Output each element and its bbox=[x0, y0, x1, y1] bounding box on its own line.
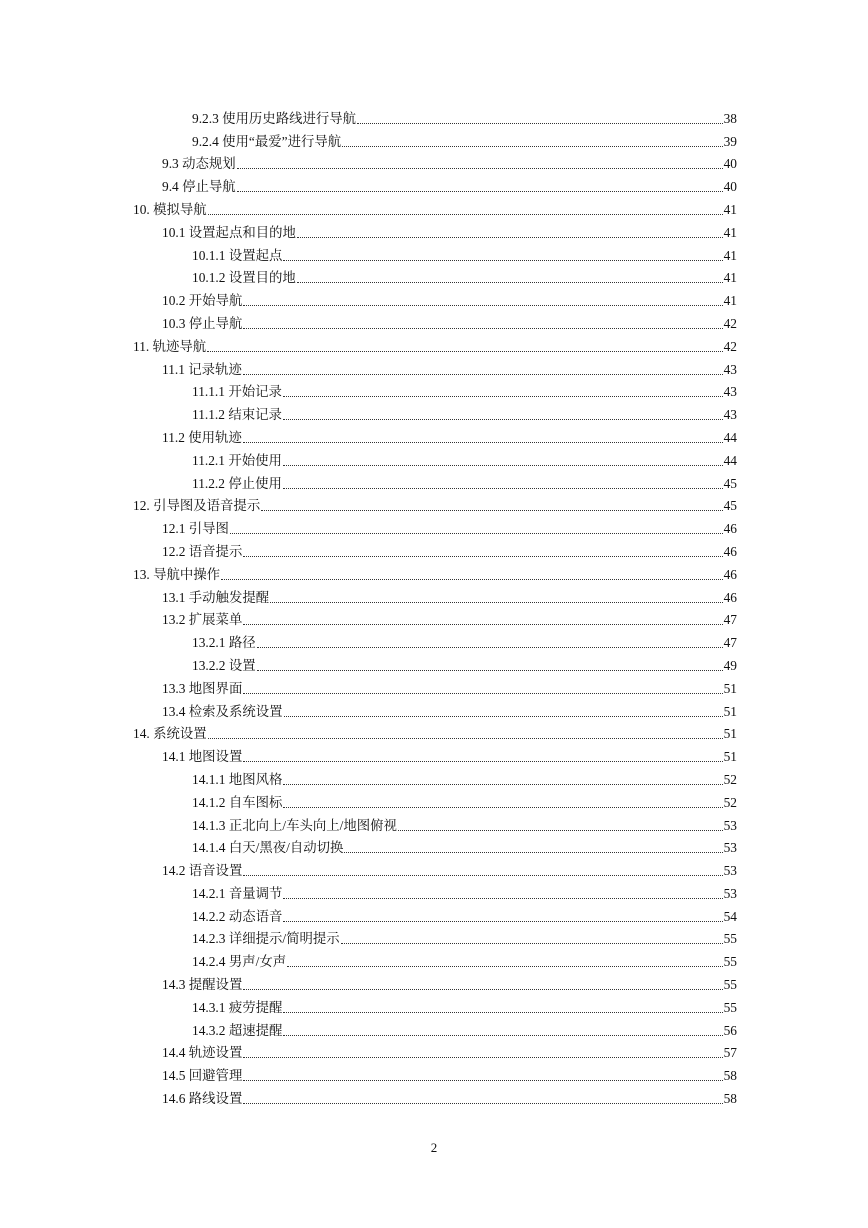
toc-entry-page: 46 bbox=[723, 566, 737, 582]
toc-entry[interactable] bbox=[0, 537, 868, 560]
toc-entry-title: 9.2.4 使用“最爱”进行导航 bbox=[192, 133, 342, 149]
toc-entry-page: 51 bbox=[723, 703, 737, 719]
toc-entry[interactable] bbox=[0, 560, 868, 583]
toc-entry-page: 49 bbox=[723, 657, 737, 673]
toc-entry-title: 13.4 检索及系统设置 bbox=[162, 703, 283, 719]
toc-dot-leader bbox=[243, 760, 722, 762]
toc-entry-title: 12.2 语音提示 bbox=[162, 543, 243, 559]
toc-dot-leader bbox=[283, 806, 722, 808]
toc-entry-title: 14.3.2 超速提醒 bbox=[192, 1022, 283, 1038]
toc-entry-title: 14.5 回避管理 bbox=[162, 1068, 243, 1084]
toc-entry-page: 43 bbox=[723, 407, 737, 423]
toc-entry-title: 11.1 记录轨迹 bbox=[162, 361, 242, 377]
toc-entry-page: 53 bbox=[723, 885, 737, 901]
toc-entry-page: 58 bbox=[723, 1091, 737, 1107]
toc-entry[interactable] bbox=[0, 1061, 868, 1084]
toc-entry[interactable] bbox=[0, 423, 868, 446]
toc-entry-page: 51 bbox=[723, 726, 737, 742]
toc-entry-title: 11. 轨迹导航 bbox=[133, 338, 207, 354]
toc-entry-page: 41 bbox=[723, 247, 737, 263]
toc-dot-leader bbox=[243, 373, 723, 375]
toc-entry-title: 10. 模拟导航 bbox=[133, 201, 207, 217]
toc-entry[interactable] bbox=[0, 628, 868, 651]
toc-entry[interactable] bbox=[0, 309, 868, 332]
toc-entry[interactable] bbox=[0, 925, 868, 948]
toc-dot-leader bbox=[283, 259, 722, 261]
toc-dot-leader bbox=[284, 715, 723, 717]
toc-dot-leader bbox=[243, 623, 722, 625]
toc-entry-title: 13.2.1 路径 bbox=[192, 635, 256, 651]
table-of-contents bbox=[0, 104, 868, 1107]
toc-entry-title: 14.1.1 地图风格 bbox=[192, 771, 283, 787]
toc-dot-leader bbox=[261, 509, 722, 511]
toc-dot-leader bbox=[243, 1079, 722, 1081]
toc-entry-title: 14.2.4 男声/女声 bbox=[192, 954, 287, 970]
toc-entry-title: 10.1 设置起点和目的地 bbox=[162, 224, 296, 240]
toc-entry-page: 47 bbox=[723, 612, 737, 628]
toc-entry[interactable] bbox=[0, 834, 868, 857]
toc-entry[interactable] bbox=[0, 172, 868, 195]
toc-dot-leader bbox=[297, 236, 723, 238]
toc-entry-page: 40 bbox=[723, 179, 737, 195]
toc-dot-leader bbox=[243, 874, 722, 876]
toc-entry[interactable] bbox=[0, 993, 868, 1016]
toc-entry[interactable] bbox=[0, 400, 868, 423]
toc-entry-page: 53 bbox=[723, 817, 737, 833]
toc-entry-title: 10.1.1 设置起点 bbox=[192, 247, 283, 263]
toc-entry-page: 46 bbox=[723, 589, 737, 605]
toc-entry-title: 9.4 停止导航 bbox=[162, 179, 236, 195]
toc-entry[interactable] bbox=[0, 583, 868, 606]
toc-dot-leader bbox=[342, 145, 722, 147]
toc-entry-title: 13.1 手动触发提醒 bbox=[162, 589, 270, 605]
toc-entry[interactable] bbox=[0, 856, 868, 879]
toc-dot-leader bbox=[243, 304, 722, 306]
toc-dot-leader bbox=[243, 692, 722, 694]
toc-dot-leader bbox=[208, 213, 723, 215]
toc-dot-leader bbox=[270, 601, 722, 603]
toc-entry-title: 13.2.2 设置 bbox=[192, 657, 256, 673]
toc-dot-leader bbox=[243, 1056, 722, 1058]
toc-entry-page: 42 bbox=[723, 338, 737, 354]
toc-entry-title: 14.2.2 动态语音 bbox=[192, 908, 283, 924]
toc-entry[interactable] bbox=[0, 606, 868, 629]
toc-entry[interactable] bbox=[0, 765, 868, 788]
toc-entry-title: 14.3 提醒设置 bbox=[162, 977, 243, 993]
toc-dot-leader bbox=[243, 988, 722, 990]
toc-entry-title: 11.1.2 结束记录 bbox=[192, 407, 282, 423]
toc-entry-title: 13.2 扩展菜单 bbox=[162, 612, 243, 628]
toc-entry[interactable] bbox=[0, 514, 868, 537]
toc-entry-title: 11.1.1 开始记录 bbox=[192, 384, 282, 400]
toc-dot-leader bbox=[344, 851, 722, 853]
toc-entry-title: 14.2.3 详细提示/简明提示 bbox=[192, 931, 340, 947]
toc-dot-leader bbox=[357, 122, 723, 124]
toc-dot-leader bbox=[237, 167, 723, 169]
toc-entry-page: 45 bbox=[723, 475, 737, 491]
toc-entry-title: 14.3.1 疲劳提醒 bbox=[192, 999, 283, 1015]
toc-entry-page: 55 bbox=[723, 999, 737, 1015]
toc-entry-page: 41 bbox=[723, 224, 737, 240]
toc-entry-title: 14.1.2 自车图标 bbox=[192, 794, 283, 810]
toc-dot-leader bbox=[221, 578, 723, 580]
toc-entry-title: 11.2.1 开始使用 bbox=[192, 452, 282, 468]
toc-entry-page: 52 bbox=[723, 794, 737, 810]
toc-entry-title: 14. 系统设置 bbox=[133, 726, 207, 742]
toc-entry-title: 14.2.1 音量调节 bbox=[192, 885, 283, 901]
toc-entry-page: 42 bbox=[723, 315, 737, 331]
toc-entry[interactable] bbox=[0, 104, 868, 127]
toc-entry-page: 55 bbox=[723, 977, 737, 993]
toc-entry[interactable] bbox=[0, 947, 868, 970]
toc-entry-title: 9.2.3 使用历史路线进行导航 bbox=[192, 110, 357, 126]
toc-dot-leader bbox=[283, 1011, 722, 1013]
toc-dot-leader bbox=[243, 1102, 722, 1104]
toc-entry[interactable] bbox=[0, 332, 868, 355]
toc-entry-title: 11.2.2 停止使用 bbox=[192, 475, 282, 491]
toc-entry[interactable] bbox=[0, 469, 868, 492]
toc-entry[interactable] bbox=[0, 970, 868, 993]
toc-entry-title: 10.1.2 设置目的地 bbox=[192, 270, 296, 286]
toc-entry[interactable] bbox=[0, 1016, 868, 1039]
toc-entry[interactable] bbox=[0, 788, 868, 811]
toc-dot-leader bbox=[283, 395, 723, 397]
toc-entry[interactable] bbox=[0, 195, 868, 218]
toc-dot-leader bbox=[208, 737, 723, 739]
toc-entry-page: 51 bbox=[723, 680, 737, 696]
toc-entry-title: 10.2 开始导航 bbox=[162, 293, 243, 309]
toc-entry[interactable] bbox=[0, 651, 868, 674]
toc-entry[interactable] bbox=[0, 811, 868, 834]
toc-entry-page: 45 bbox=[723, 498, 737, 514]
toc-dot-leader bbox=[297, 281, 723, 283]
toc-dot-leader bbox=[207, 350, 722, 352]
toc-dot-leader bbox=[283, 897, 722, 899]
toc-dot-leader bbox=[341, 942, 723, 944]
toc-entry[interactable] bbox=[0, 150, 868, 173]
toc-dot-leader bbox=[283, 783, 722, 785]
toc-entry-page: 57 bbox=[723, 1045, 737, 1061]
toc-dot-leader bbox=[283, 1034, 722, 1036]
toc-dot-leader bbox=[287, 965, 723, 967]
toc-dot-leader bbox=[283, 418, 723, 420]
toc-entry-title: 13. 导航中操作 bbox=[133, 566, 221, 582]
toc-entry[interactable] bbox=[0, 378, 868, 401]
toc-dot-leader bbox=[230, 532, 723, 534]
toc-dot-leader bbox=[243, 555, 722, 557]
toc-entry-page: 46 bbox=[723, 521, 737, 537]
toc-entry[interactable] bbox=[0, 697, 868, 720]
toc-entry-title: 13.3 地图界面 bbox=[162, 680, 243, 696]
toc-entry[interactable] bbox=[0, 1039, 868, 1062]
toc-entry-title: 14.4 轨迹设置 bbox=[162, 1045, 243, 1061]
toc-dot-leader bbox=[398, 829, 723, 831]
toc-entry-title: 12.1 引导图 bbox=[162, 521, 229, 537]
toc-entry-title: 12. 引导图及语音提示 bbox=[133, 498, 261, 514]
toc-entry[interactable] bbox=[0, 127, 868, 150]
toc-entry-page: 38 bbox=[723, 110, 737, 126]
toc-entry[interactable] bbox=[0, 879, 868, 902]
toc-entry[interactable] bbox=[0, 241, 868, 264]
toc-dot-leader bbox=[283, 464, 723, 466]
toc-entry-page: 47 bbox=[723, 635, 737, 651]
toc-entry-page: 44 bbox=[723, 429, 737, 445]
toc-entry-title: 10.3 停止导航 bbox=[162, 315, 243, 331]
toc-entry-title: 14.1 地图设置 bbox=[162, 749, 243, 765]
toc-entry-page: 43 bbox=[723, 384, 737, 400]
toc-entry-page: 51 bbox=[723, 749, 737, 765]
toc-entry-page: 53 bbox=[723, 840, 737, 856]
toc-entry-title: 14.2 语音设置 bbox=[162, 863, 243, 879]
toc-dot-leader bbox=[237, 190, 723, 192]
toc-entry[interactable] bbox=[0, 286, 868, 309]
toc-entry-title: 14.6 路线设置 bbox=[162, 1091, 243, 1107]
toc-entry[interactable] bbox=[0, 446, 868, 469]
toc-entry[interactable] bbox=[0, 674, 868, 697]
toc-entry-page: 54 bbox=[723, 908, 737, 924]
toc-entry-page: 46 bbox=[723, 543, 737, 559]
toc-entry-title: 14.1.3 正北向上/车头向上/地图俯视 bbox=[192, 817, 397, 833]
toc-entry-page: 53 bbox=[723, 863, 737, 879]
toc-dot-leader bbox=[257, 646, 723, 648]
toc-entry-title: 9.3 动态规划 bbox=[162, 156, 236, 172]
toc-dot-leader bbox=[283, 920, 722, 922]
toc-entry[interactable] bbox=[0, 742, 868, 765]
toc-entry[interactable] bbox=[0, 218, 868, 241]
toc-entry[interactable] bbox=[0, 355, 868, 378]
toc-entry[interactable] bbox=[0, 264, 868, 287]
toc-entry-page: 40 bbox=[723, 156, 737, 172]
toc-entry[interactable] bbox=[0, 720, 868, 743]
toc-entry-page: 44 bbox=[723, 452, 737, 468]
toc-entry-page: 41 bbox=[723, 201, 737, 217]
toc-entry-page: 52 bbox=[723, 771, 737, 787]
toc-dot-leader bbox=[243, 441, 723, 443]
toc-entry-page: 58 bbox=[723, 1068, 737, 1084]
toc-entry-title: 11.2 使用轨迹 bbox=[162, 429, 242, 445]
toc-dot-leader bbox=[257, 669, 723, 671]
toc-entry-page: 43 bbox=[723, 361, 737, 377]
toc-dot-leader bbox=[243, 327, 722, 329]
toc-entry[interactable] bbox=[0, 902, 868, 925]
toc-entry-page: 56 bbox=[723, 1022, 737, 1038]
toc-entry-page: 41 bbox=[723, 293, 737, 309]
toc-entry-page: 55 bbox=[723, 931, 737, 947]
toc-entry-page: 55 bbox=[723, 954, 737, 970]
toc-entry[interactable] bbox=[0, 492, 868, 515]
toc-entry-page: 41 bbox=[723, 270, 737, 286]
toc-entry[interactable] bbox=[0, 1084, 868, 1107]
page-number: 2 bbox=[430, 1140, 438, 1155]
toc-dot-leader bbox=[283, 487, 723, 489]
toc-entry-title: 14.1.4 白天/黑夜/自动切换 bbox=[192, 840, 344, 856]
toc-entry-page: 39 bbox=[723, 133, 737, 149]
